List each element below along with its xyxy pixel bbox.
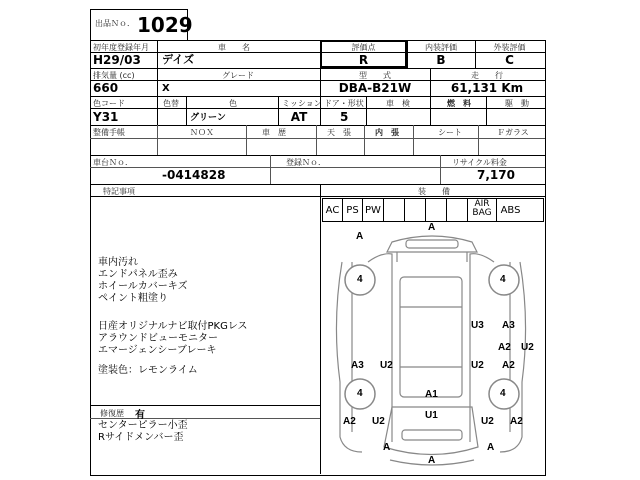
dmg-u2-right-edge: U2: [521, 342, 534, 353]
year-value: H29/03: [93, 53, 141, 67]
grade-value: X: [162, 83, 170, 94]
note-line: アラウンドビューモニター: [98, 333, 218, 344]
repair-line: Rサイドメンバー歪: [98, 432, 184, 443]
note-line: ホイールカバーキズ: [98, 281, 188, 292]
registration-label: 登録Ｎｏ．: [286, 158, 326, 167]
equip-abs: ABS: [500, 205, 521, 216]
dmg-a3-left: A3: [351, 360, 364, 371]
rating-label: 評価点: [351, 43, 376, 52]
mission-label: ミッション: [282, 99, 322, 108]
glass-label: Ｆガラス: [497, 128, 529, 137]
dmg-a-bottom-center: A: [428, 455, 436, 466]
seat-label: シート: [438, 128, 462, 137]
note-line: [98, 305, 318, 321]
mission-value: AT: [290, 110, 308, 124]
dmg-u3-right: U3: [471, 320, 484, 331]
interior-rating-label: 内装評価: [425, 43, 457, 52]
model-value: DBA-B21W: [338, 81, 412, 95]
recycle-label: リサイクル料金: [452, 158, 507, 167]
equip-empty: [384, 199, 405, 221]
displacement-label: 排気量 (cc): [93, 71, 135, 80]
dmg-a2-right-bottom: A2: [510, 416, 523, 427]
note-line: ペイント粗塗り: [98, 293, 168, 304]
front-outline: [387, 236, 477, 252]
equip-empty: [426, 199, 447, 221]
chassis-value: -0414828: [162, 168, 226, 182]
car-name-label: 車 名: [218, 43, 250, 52]
mileage-label: 走 行: [471, 71, 503, 80]
recycle-value: 7,170: [477, 168, 515, 182]
dmg-front-right-tire: 4: [500, 274, 506, 285]
roof-label: 天 張: [327, 128, 351, 137]
color-code-label: 色コード: [93, 99, 125, 108]
fuel-label: 燃 料: [447, 99, 471, 108]
equip-empty: [447, 199, 468, 221]
exterior-rating-label: 外装評価: [493, 43, 526, 52]
dmg-a-top-left: A: [356, 231, 364, 242]
year-label: 初年度登録年月: [93, 43, 149, 52]
dmg-rear-right-tire: 4: [500, 388, 506, 399]
repair-label: 修復歴: [100, 409, 124, 418]
model-label: 型 式: [359, 71, 391, 80]
note-line: 車内汚れ: [98, 257, 138, 268]
dmg-a1-center: A1: [425, 389, 438, 400]
equip-ps: PS: [343, 199, 363, 221]
note-line: エンドパネル歪み: [98, 269, 178, 280]
color-change-label: 色替: [163, 99, 179, 108]
mileage-value: 61,131 Km: [450, 81, 524, 95]
dmg-a2-right-rear: A2: [502, 360, 515, 371]
note-line: 塗装色：レモンライム: [98, 365, 198, 376]
displacement-value: 660: [93, 81, 119, 95]
repair-value: 有: [135, 410, 145, 421]
notes-header: 特記事項: [103, 187, 135, 196]
lot-number: 1029: [137, 13, 193, 37]
lot-box: [90, 9, 193, 41]
dmg-rear-left-tire: 4: [357, 388, 363, 399]
note-line: 日産オリジナルナビ取付PKGレス: [98, 321, 248, 332]
dmg-a3-right: A3: [502, 320, 515, 331]
color-value: グリーン: [190, 113, 226, 123]
inspection-label: 車 検: [386, 99, 410, 108]
dmg-a-bottom-right: A: [487, 442, 495, 453]
nox-label: ＮＯＸ: [190, 128, 214, 137]
dmg-u2-right-rear: U2: [471, 360, 484, 371]
notes-list: [98, 257, 318, 377]
equip-ac: AC: [323, 199, 343, 221]
dmg-u2-left-bottom: U2: [372, 416, 385, 427]
dmg-a-bottom-left: A: [383, 442, 391, 453]
roof-outline: [400, 277, 462, 397]
door-label: ドア・形状: [324, 99, 364, 108]
dmg-front-left-tire: 4: [357, 274, 363, 285]
rating-value: R: [358, 53, 369, 67]
dmg-u1-center: U1: [425, 410, 438, 421]
door-value: 5: [340, 110, 349, 124]
note-line: エマージェンシーブレーキ: [98, 345, 217, 356]
drive-label: 駆 動: [505, 99, 529, 108]
equip-empty: [405, 199, 426, 221]
interior-trim-label: 内 張: [375, 128, 399, 137]
dmg-a-top-center: A: [428, 222, 436, 233]
exterior-rating-value: C: [505, 53, 514, 67]
manual-label: 整備手帳: [93, 128, 125, 137]
lot-label: 出品Ｎｏ．: [95, 19, 135, 28]
dmg-u2-right-bottom: U2: [481, 416, 494, 427]
dmg-a2-left-bottom: A2: [343, 416, 356, 427]
color-label: 色: [229, 99, 237, 108]
chassis-label: 車台Ｎｏ．: [93, 158, 133, 167]
equip-airbag: AIR BAG: [468, 199, 497, 221]
grade-label: グレード: [222, 71, 254, 80]
dmg-u2-left: U2: [380, 360, 393, 371]
interior-rating-value: B: [436, 53, 446, 67]
repair-line: センターピラー小歪: [98, 420, 188, 431]
note-line: [98, 357, 318, 365]
color-code-value: Y31: [93, 110, 119, 124]
equipment-header: 装 備: [418, 187, 450, 196]
history-label: 車 歴: [262, 128, 286, 137]
dmg-a2-right-mid: A2: [498, 342, 511, 353]
car-name-value: デイズ: [162, 53, 195, 66]
equip-pw: PW: [363, 199, 384, 221]
equipment-grid: [322, 198, 544, 222]
